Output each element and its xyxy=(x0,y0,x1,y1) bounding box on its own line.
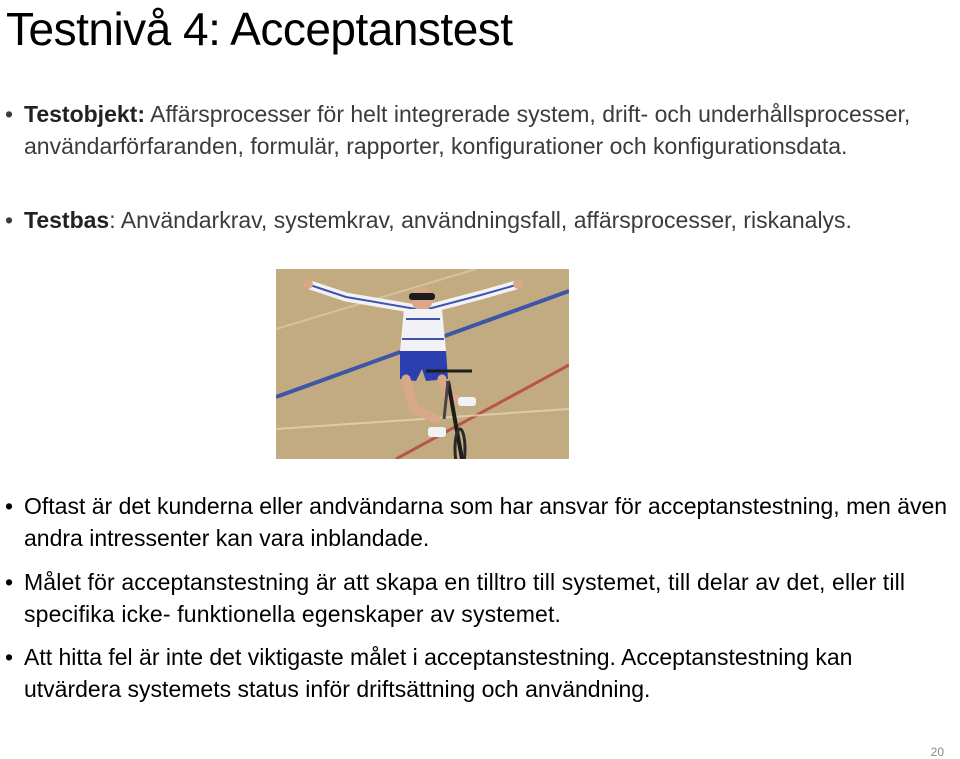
jersey xyxy=(400,309,446,351)
bullet-label: Testbas xyxy=(24,207,110,233)
bullet-text: Affärsprocesser för helt integrerade system, drift- och underhållsprocesser, användarförfaranden, formulär, rapporter, konfigurationer och konfigurationsdata. xyxy=(24,101,911,159)
bullet-test-object xyxy=(24,98,952,162)
bullet-label: Testobjekt: xyxy=(24,101,145,127)
page-number: 20 xyxy=(930,745,944,759)
bullet-test-basis xyxy=(24,204,952,236)
page-title: Testnivå 4: Acceptanstest xyxy=(6,3,513,55)
bullet-finding-defects: • Att hitta fel är inte det viktigaste målet i acceptanstestning. Acceptanstestning kan utvärdera systemets status inför driftsättning och användning. xyxy=(24,641,952,705)
bullet-responsibility: • Oftast är det kunderna eller andvändarna som har ansvar för acceptanstestning, men även andra intressenter kan vara inblandade. xyxy=(24,490,952,554)
bullet-goal: • Målet för acceptanstestning är att skapa en tilltro till systemet, till delar av det, eller till specifika icke- funktionella egenskaper av systemet. xyxy=(24,566,952,630)
cyclist-photo xyxy=(276,269,569,459)
bullet-text: : Användarkrav, systemkrav, användningsfall, affärsprocesser, riskanalys. xyxy=(109,207,852,233)
